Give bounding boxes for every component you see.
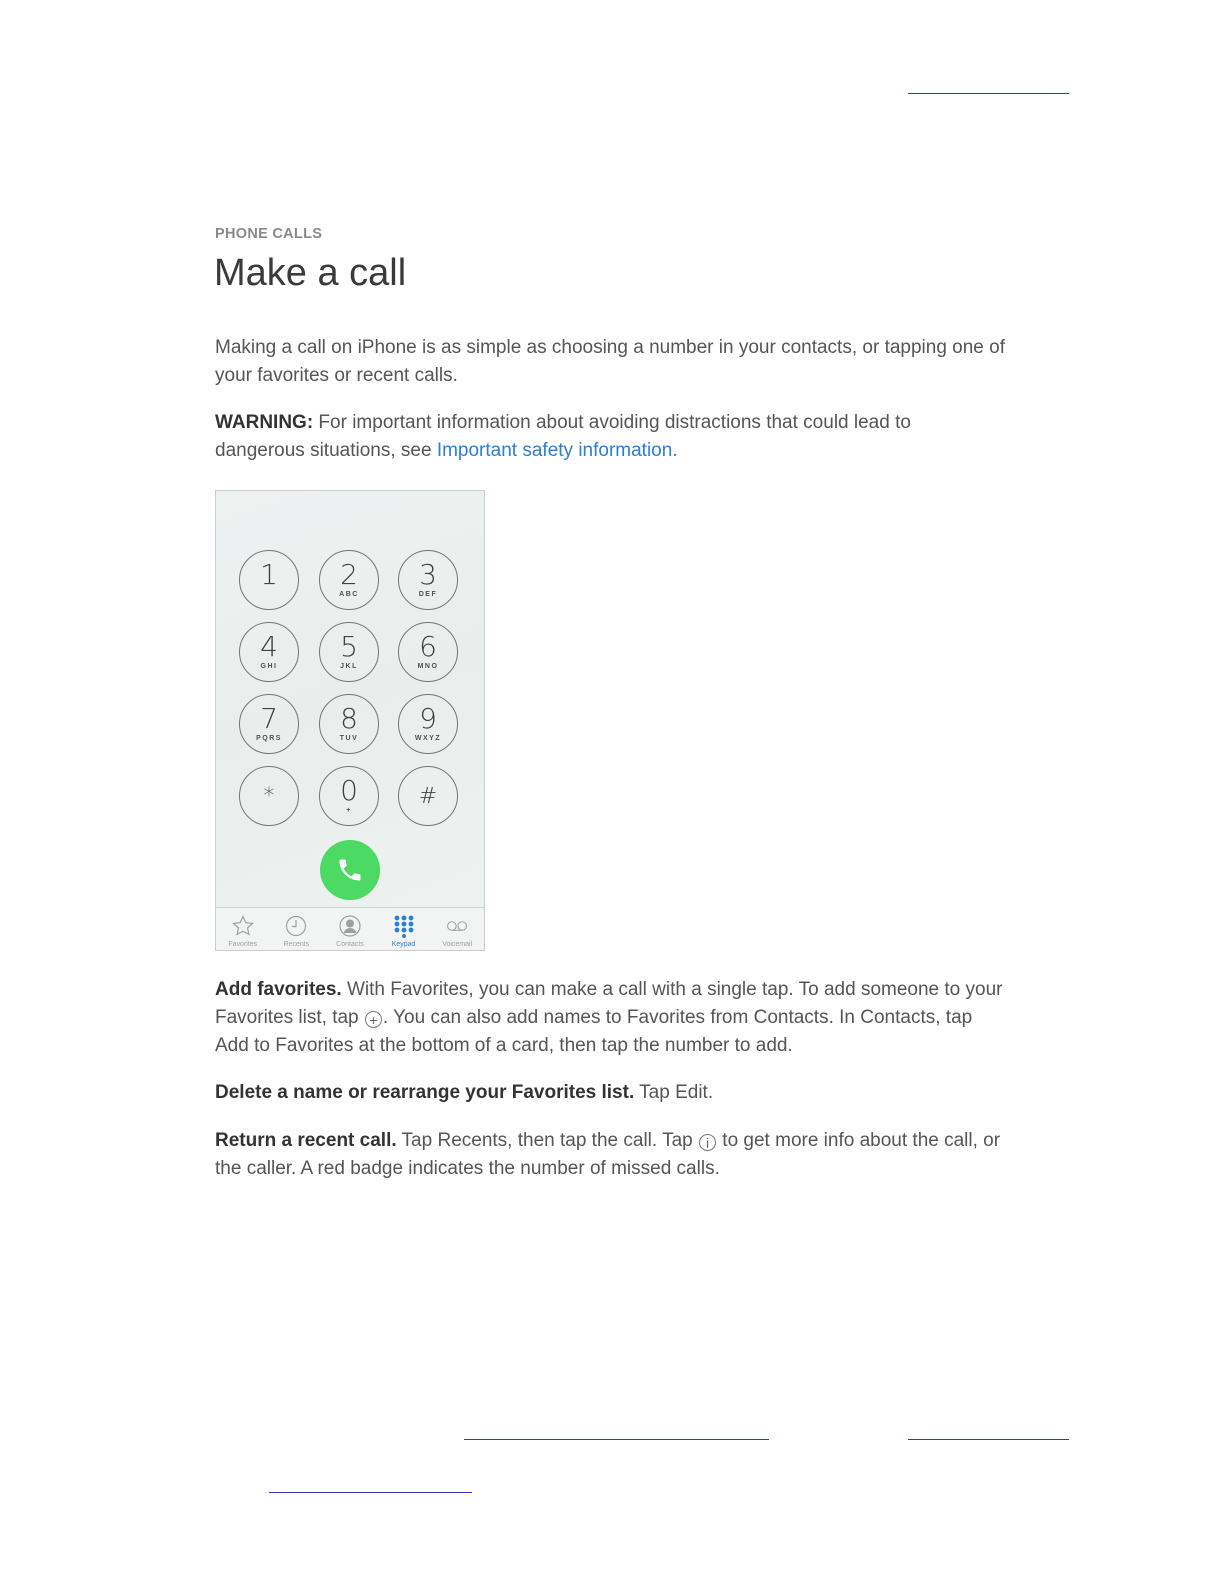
phone-icon bbox=[336, 856, 364, 884]
keypad-key[interactable] bbox=[398, 694, 458, 754]
bottom-link-underline-1[interactable] bbox=[464, 1439, 769, 1440]
key-digit: 6 bbox=[419, 630, 437, 663]
key-letters: JKL bbox=[340, 663, 358, 670]
tab-keypad[interactable] bbox=[377, 908, 431, 951]
key-letters: + bbox=[346, 807, 352, 814]
keypad-screenshot bbox=[215, 490, 485, 951]
key-digit: * bbox=[263, 784, 275, 809]
keypad-key[interactable] bbox=[239, 550, 299, 610]
warning-label: WARNING: bbox=[215, 412, 314, 433]
keypad-key[interactable] bbox=[398, 766, 458, 826]
page-title: Make a call bbox=[214, 252, 407, 294]
safety-info-link[interactable]: Important safety information bbox=[436, 440, 673, 461]
tab-label: Favorites bbox=[228, 941, 258, 948]
warning-text: For important information about avoiding distractions that could lead to dangerous situations, see bbox=[215, 412, 911, 461]
tab-voicemail[interactable] bbox=[430, 908, 484, 951]
key-digit: 5 bbox=[340, 630, 358, 663]
person-icon bbox=[338, 914, 362, 938]
tab-recents[interactable] bbox=[270, 908, 324, 951]
favorites-label: Add favorites. bbox=[215, 979, 342, 1000]
keypad-grid-icon bbox=[392, 914, 416, 938]
favorites-paragraph bbox=[215, 976, 1005, 1060]
bottom-link-underline-3[interactable] bbox=[269, 1492, 472, 1493]
key-digit: 4 bbox=[260, 630, 278, 663]
key-letters: ABC bbox=[339, 591, 359, 598]
intro-paragraph: Making a call on iPhone is as simple as choosing a number in your contacts, or tapping one of your favorites or recent calls. bbox=[215, 337, 1006, 386]
key-digit: 2 bbox=[340, 558, 358, 591]
keypad-key[interactable] bbox=[239, 622, 299, 682]
keypad-key[interactable] bbox=[398, 622, 458, 682]
key-digit: 9 bbox=[419, 702, 437, 735]
key-digit: 3 bbox=[419, 558, 437, 591]
tab-label: Contacts bbox=[336, 941, 364, 948]
keypad-key[interactable] bbox=[319, 622, 379, 682]
return-call-label: Return a recent call. bbox=[215, 1130, 397, 1151]
key-letters: WXYZ bbox=[414, 735, 442, 742]
star-icon bbox=[231, 914, 255, 938]
call-button[interactable] bbox=[320, 840, 380, 900]
tab-contacts[interactable] bbox=[323, 908, 377, 951]
keypad-key[interactable] bbox=[239, 766, 299, 826]
key-digit: 0 bbox=[340, 774, 358, 807]
warning-paragraph bbox=[215, 409, 1005, 465]
keypad-key[interactable] bbox=[398, 550, 458, 610]
warning-end: . bbox=[672, 440, 678, 461]
key-letters: GHI bbox=[260, 663, 278, 670]
return-call-paragraph bbox=[215, 1127, 1005, 1183]
key-digit: # bbox=[418, 784, 438, 809]
tab-label: Keypad bbox=[391, 941, 416, 948]
delete-text: Tap Edit. bbox=[634, 1082, 714, 1103]
voicemail-icon bbox=[445, 914, 469, 938]
section-eyebrow: PHONE CALLS bbox=[215, 226, 323, 242]
key-letters: TUV bbox=[339, 735, 359, 742]
info-circle-icon: i bbox=[699, 1134, 716, 1151]
delete-paragraph bbox=[215, 1079, 1005, 1107]
keypad-key[interactable] bbox=[319, 550, 379, 610]
key-letters: DEF bbox=[418, 591, 438, 598]
tab-label: Voicemail bbox=[442, 941, 473, 948]
add-circle-icon: + bbox=[365, 1011, 382, 1028]
delete-label: Delete a name or rearrange your Favorites list. bbox=[215, 1082, 635, 1103]
key-letters: PQRS bbox=[256, 735, 282, 742]
keypad-key[interactable] bbox=[239, 694, 299, 754]
return-call-text-1: Tap Recents, then tap the call. Tap bbox=[396, 1130, 699, 1151]
tab-bar bbox=[216, 907, 484, 951]
key-digit: 7 bbox=[260, 702, 278, 735]
key-letters: MNO bbox=[417, 663, 439, 670]
keypad-key[interactable] bbox=[319, 766, 379, 826]
return-call-text-2: to get more info about the call, or the caller. A red badge indicates the number of missed calls. bbox=[215, 1130, 1001, 1179]
tab-favorites[interactable] bbox=[216, 908, 270, 951]
keypad-key[interactable] bbox=[319, 694, 379, 754]
favorites-text-2: . You can also add names to Favorites from Contacts. In Contacts, tap Add to Favorites at the bottom of a card, then tap the number to add. bbox=[215, 1007, 973, 1056]
favorites-text-1: With Favorites, you can make a call with a single tap. To add someone to your Favorites list, tap bbox=[215, 979, 1003, 1028]
key-digit: 1 bbox=[260, 558, 278, 591]
clock-icon bbox=[284, 914, 308, 938]
tab-label: Recents bbox=[283, 941, 310, 948]
top-link-underline[interactable] bbox=[908, 93, 1069, 94]
key-digit: 8 bbox=[340, 702, 358, 735]
bottom-link-underline-2[interactable] bbox=[908, 1439, 1069, 1440]
